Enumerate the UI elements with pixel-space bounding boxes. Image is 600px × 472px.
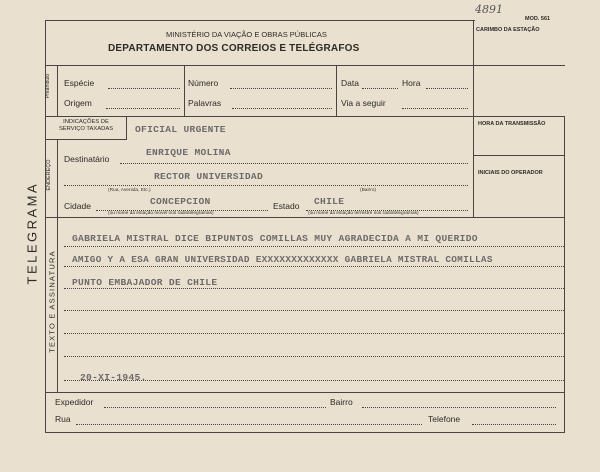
cidade-label: Cidade bbox=[64, 201, 91, 211]
street-field[interactable] bbox=[64, 185, 468, 186]
estado-value: CHILE bbox=[314, 196, 345, 207]
palavras-label: Palavras bbox=[188, 98, 222, 108]
operator-label: INICIAIS DO OPERADOR bbox=[478, 170, 543, 176]
department-title: DEPARTAMENTO DOS CORREIOS E TELÉGRAFOS bbox=[108, 43, 360, 54]
especie-label: Espécie bbox=[64, 78, 95, 88]
service-label: INDICAÇÕES DE SERVIÇO TAXADAS bbox=[58, 119, 114, 132]
message-date: 20-XI-1945. bbox=[80, 372, 147, 383]
via-field[interactable] bbox=[402, 108, 468, 109]
bairro-caption: (Bairro) bbox=[360, 188, 376, 193]
message-line-2: AMIGO Y A ESA GRAN UNIVERSIDAD EXXXXXXXXXXXXX GABRIELA MISTRAL COMILLAS bbox=[72, 254, 493, 265]
destinatario-label: Destinatário bbox=[64, 154, 110, 164]
via-label: Via a seguir bbox=[341, 98, 386, 108]
telefone-field[interactable] bbox=[472, 424, 556, 425]
bairro-label: Bairro bbox=[330, 397, 353, 407]
palavras-field[interactable] bbox=[232, 108, 332, 109]
hora-field[interactable] bbox=[426, 88, 468, 89]
destinatario-line2: RECTOR UNIVERSIDAD bbox=[154, 171, 264, 182]
expedidor-label: Expedidor bbox=[55, 397, 94, 407]
data-label: Data bbox=[341, 78, 359, 88]
ministry-title: MINISTÉRIO DA VIAÇÃO E OBRAS PÚBLICAS bbox=[166, 30, 327, 39]
service-value: OFICIAL URGENTE bbox=[135, 124, 226, 135]
transmission-label: HORA DA TRANSMISSÃO bbox=[478, 121, 546, 127]
rua-field[interactable] bbox=[76, 424, 422, 425]
message-side-label: TEXTO E ASSINATURA bbox=[47, 250, 57, 353]
station-stamp-label: CARIMBO DA ESTAÇÃO bbox=[476, 27, 540, 33]
cidade-caption: (ou nome da estação movel nos radiotelegramas) bbox=[108, 211, 214, 216]
rua-label: Rua bbox=[55, 414, 71, 424]
message-line-3: PUNTO EMBAJADOR DE CHILE bbox=[72, 277, 218, 288]
street-caption: (Rua, Avenida, Etc.) bbox=[108, 188, 151, 193]
message-line-1: GABRIELA MISTRAL DICE BIPUNTOS COMILLAS MUY AGRADECIDA A MI QUERIDO bbox=[72, 233, 478, 244]
form-title: TELEGRAMA bbox=[24, 181, 40, 285]
hora-label: Hora bbox=[402, 78, 421, 88]
preamble-side-label: Preâmbulo bbox=[45, 73, 51, 99]
especie-field[interactable] bbox=[108, 88, 180, 89]
destinatario-line1: ENRIQUE MOLINA bbox=[146, 147, 231, 158]
sender-bairro-field[interactable] bbox=[362, 407, 556, 408]
form-code: MOD. 561 bbox=[525, 16, 551, 22]
address-side-label: ENDEREÇO bbox=[46, 159, 52, 191]
origem-field[interactable] bbox=[106, 108, 180, 109]
estado-caption: (ou nome da estação terrestre nos radiotelegramas) bbox=[308, 211, 419, 216]
telefone-label: Telefone bbox=[428, 414, 461, 424]
cidade-value: CONCEPCION bbox=[150, 196, 211, 207]
data-field[interactable] bbox=[362, 88, 398, 89]
numero-label: Número bbox=[188, 78, 219, 88]
origem-label: Origem bbox=[64, 98, 92, 108]
expedidor-field[interactable] bbox=[104, 407, 326, 408]
estado-label: Estado bbox=[273, 201, 300, 211]
numero-field[interactable] bbox=[230, 88, 332, 89]
destinatario-field[interactable] bbox=[120, 163, 468, 164]
handwritten-number: 4891 bbox=[475, 3, 503, 16]
